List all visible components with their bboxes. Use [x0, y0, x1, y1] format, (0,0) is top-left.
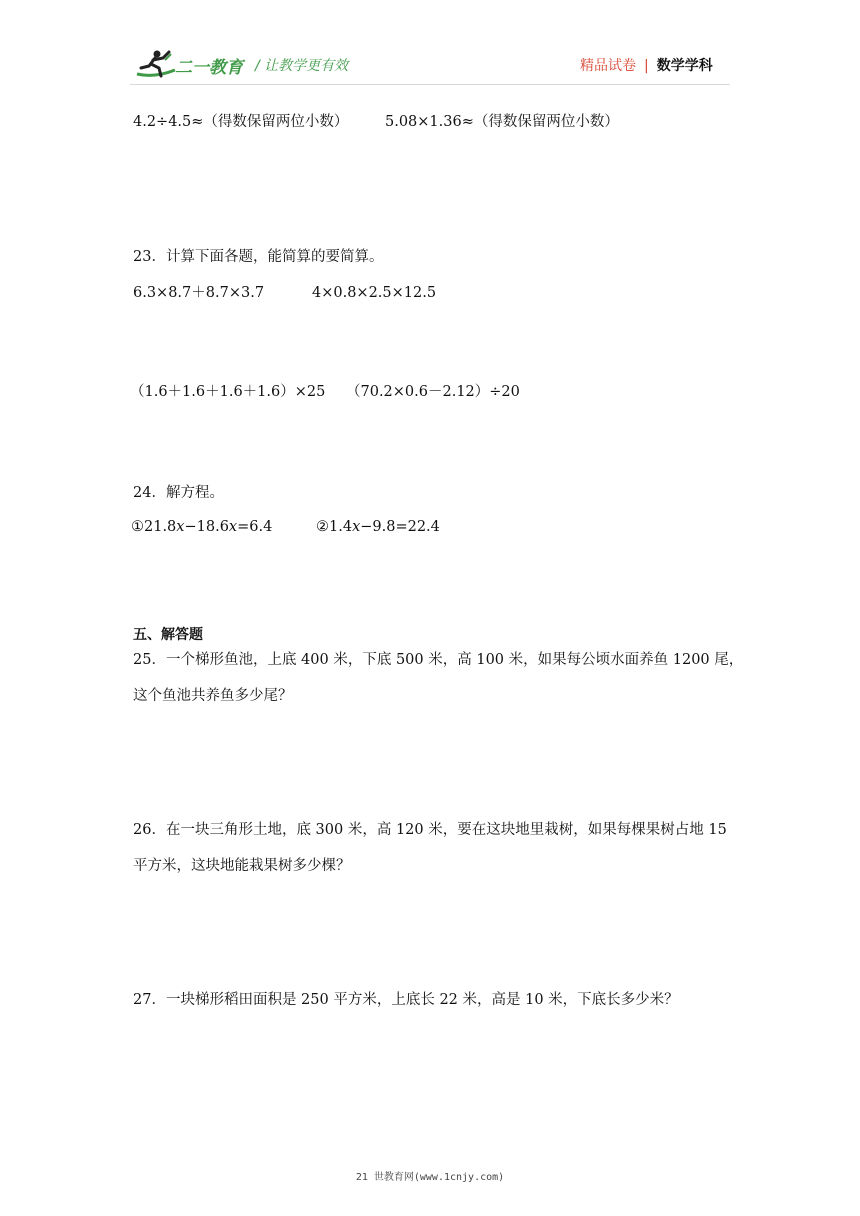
eq1-part-c: =6.4 — [237, 519, 273, 535]
eq2-var: x — [352, 519, 361, 535]
section-title: 五、解答题 — [133, 627, 203, 643]
brand-name: 二一教育 — [175, 58, 243, 78]
subject-label: 数学学科 — [656, 58, 713, 74]
header-divider — [130, 84, 730, 85]
q25-line-2: 这个鱼池共养鱼多少尾？ — [133, 688, 293, 704]
header-separator: | — [644, 58, 649, 74]
quality-label: 精品试卷 — [580, 58, 636, 74]
q26-line-2: 平方米，这块地能栽果树多少棵？ — [133, 858, 351, 874]
q24-title: 24．解方程。 — [133, 485, 224, 501]
eq1-part-b: −18.6 — [184, 519, 229, 535]
header-right — [580, 55, 713, 75]
eq1-var-2: x — [228, 519, 238, 535]
q22-item-a: 4.2÷4.5≈（得数保留两位小数） — [133, 114, 349, 130]
q23-expr-3: （1.6＋1.6＋1.6＋1.6）×25 — [130, 384, 326, 400]
q25-line-1: 25．一个梯形鱼池，上底 400 米，下底 500 米，高 100 米，如果每公顷水面养鱼 1200 尾， — [133, 652, 744, 668]
header-slogan: / 让教学更有效 — [255, 58, 349, 74]
q23-expr-4: （70.2×0.6－2.12）÷20 — [346, 384, 520, 400]
q23-expr-2: 4×0.8×2.5×12.5 — [312, 285, 437, 301]
eq1-part-a: ①21.8 — [131, 519, 177, 535]
q26-line-1: 26．在一块三角形土地，底 300 米，高 120 米，要在这块地里栽树，如果每棵果树占地 15 — [133, 822, 727, 838]
q24-equation-2 — [316, 517, 440, 537]
q23-expr-1: 6.3×8.7＋8.7×3.7 — [133, 285, 265, 301]
q23-title: 23．计算下面各题，能简算的要简算。 — [133, 249, 384, 265]
eq2-part-a: ②1.4 — [316, 519, 353, 535]
q27-line-1: 27．一块梯形稻田面积是 250 平方米，上底长 22 米，高是 10 米，下底长多少米？ — [133, 992, 679, 1008]
page-footer: 21 世教育网(www.1cnjy.com) — [355, 1172, 505, 1183]
eq2-part-b: −9.8=22.4 — [360, 519, 440, 535]
q24-equation-1 — [131, 517, 272, 537]
eq1-var-1: x — [176, 519, 185, 535]
q22-item-b: 5.08×1.36≈（得数保留两位小数） — [385, 114, 619, 130]
brand-logo — [135, 48, 247, 80]
